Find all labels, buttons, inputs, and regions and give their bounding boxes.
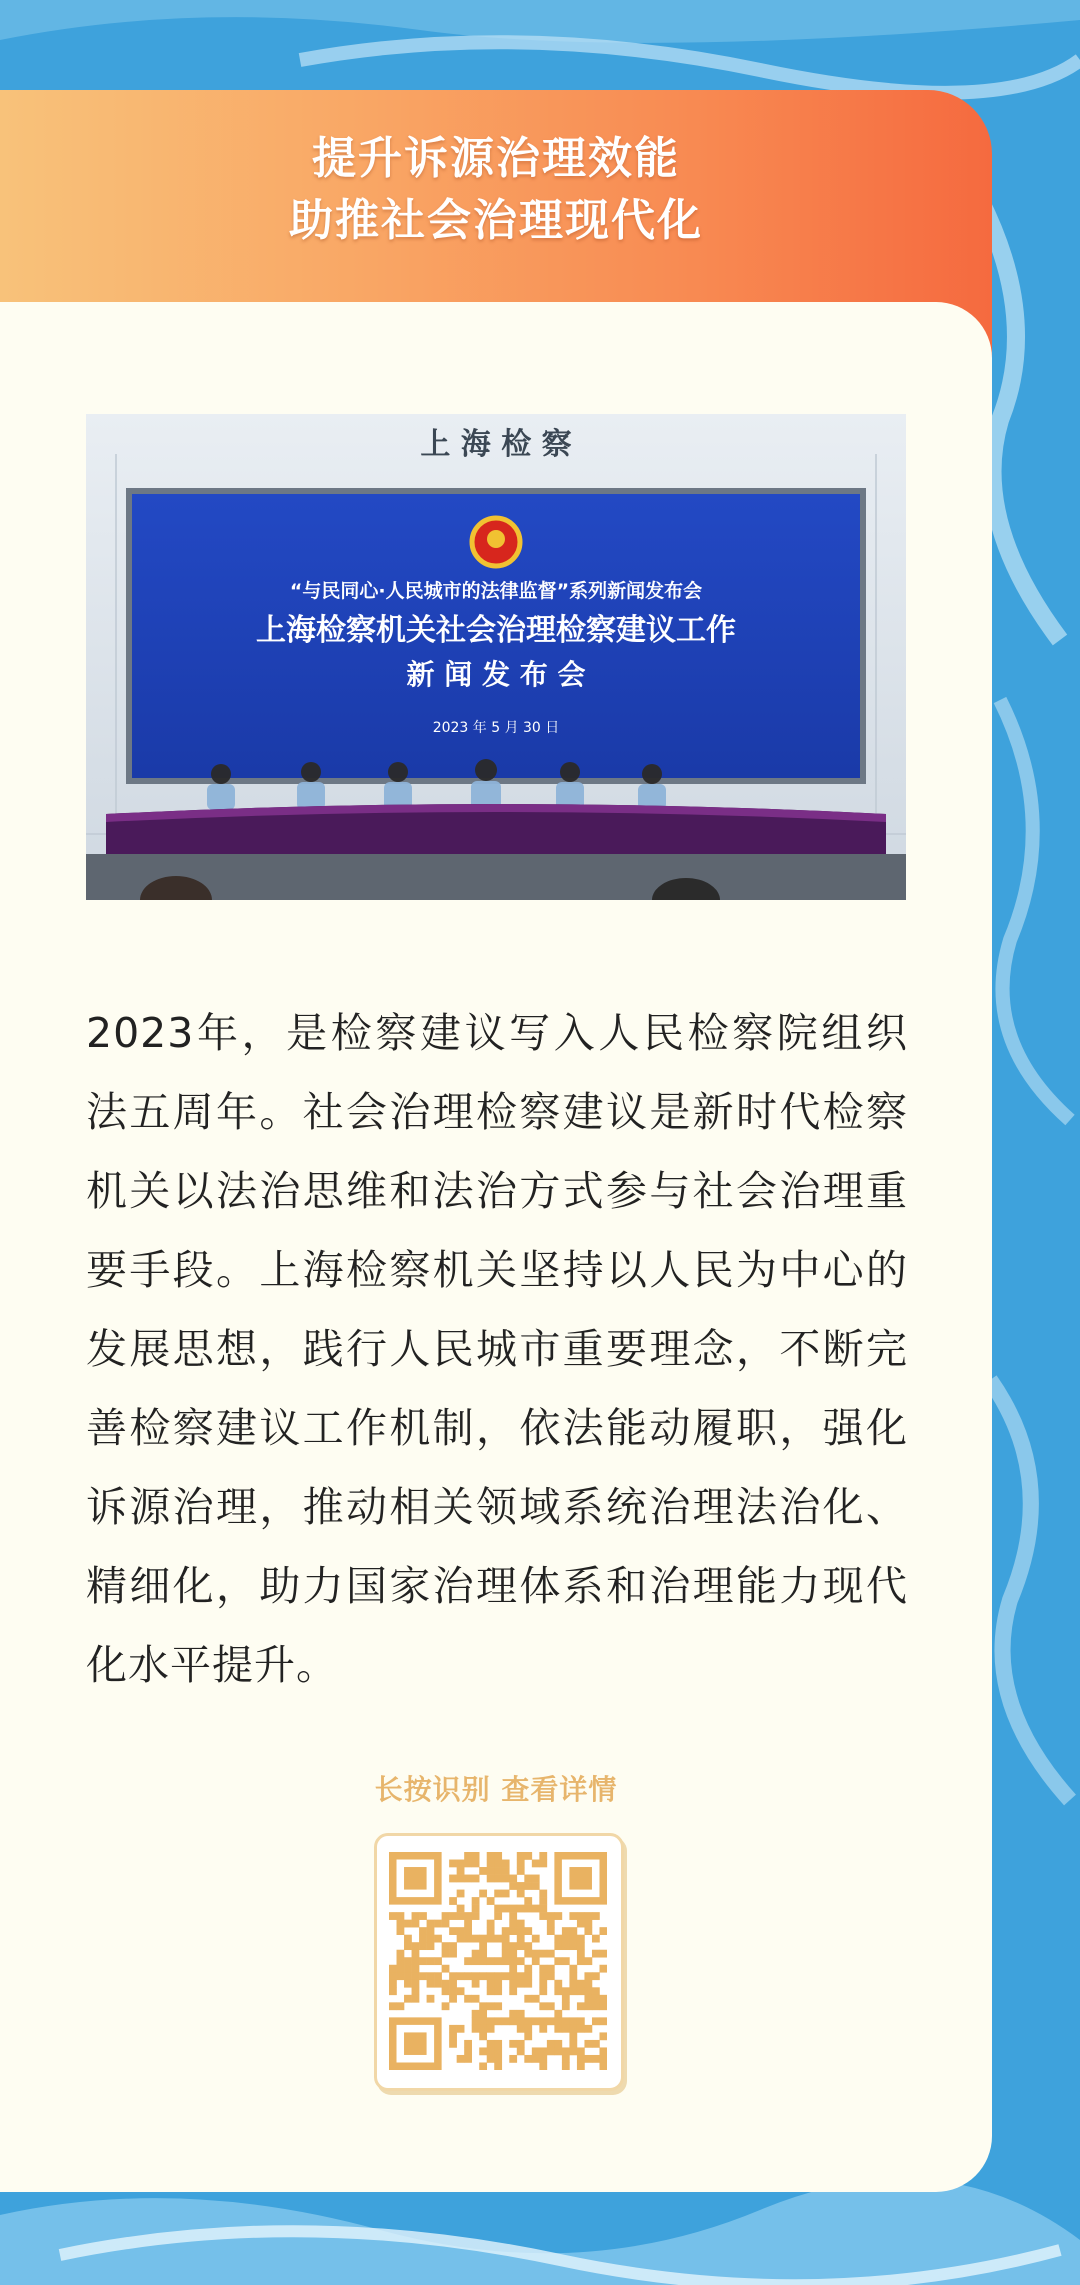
qr-code-icon xyxy=(389,1852,607,2070)
qr-finder-pattern xyxy=(554,1852,607,1905)
press-conference-photo xyxy=(86,414,906,900)
qr-code[interactable] xyxy=(374,1833,624,2091)
qr-caption: 长按识别 查看详情 xyxy=(374,1773,618,1806)
screen-line-2: 上海检察机关社会治理检察建议工作 xyxy=(256,613,736,648)
screen-line-3: 新 闻 发 布 会 xyxy=(406,658,586,691)
page-title xyxy=(0,128,992,252)
qr-finder-pattern xyxy=(389,1852,442,1905)
body-paragraph: 2023年，是检察建议写入人民检察院组织法五周年。社会治理检察建议是新时代检察机关以法治思维和法治方式参与社会治理重要手段。上海检察机关坚持以人民为中心的发展思想，践行人民城市重要理念，不断完善检察建议工作机制，依法能动履职，强化诉源治理，推动相关领域系统治理法治化、精细化，助力国家治理体系和治理能力现代化水平提升。 xyxy=(86,1009,908,1689)
title-line-1: 提升诉源治理效能 xyxy=(312,133,680,184)
screen-date: 2023 年 5 月 30 日 xyxy=(432,720,560,736)
qr-finder-pattern xyxy=(389,2017,442,2070)
title-line-2: 助推社会治理现代化 xyxy=(289,195,703,246)
wall-sign: 上 海 检 察 xyxy=(420,427,572,462)
screen-line-1: “与民同心·人民城市的法律监督”系列新闻发布会 xyxy=(289,580,703,602)
